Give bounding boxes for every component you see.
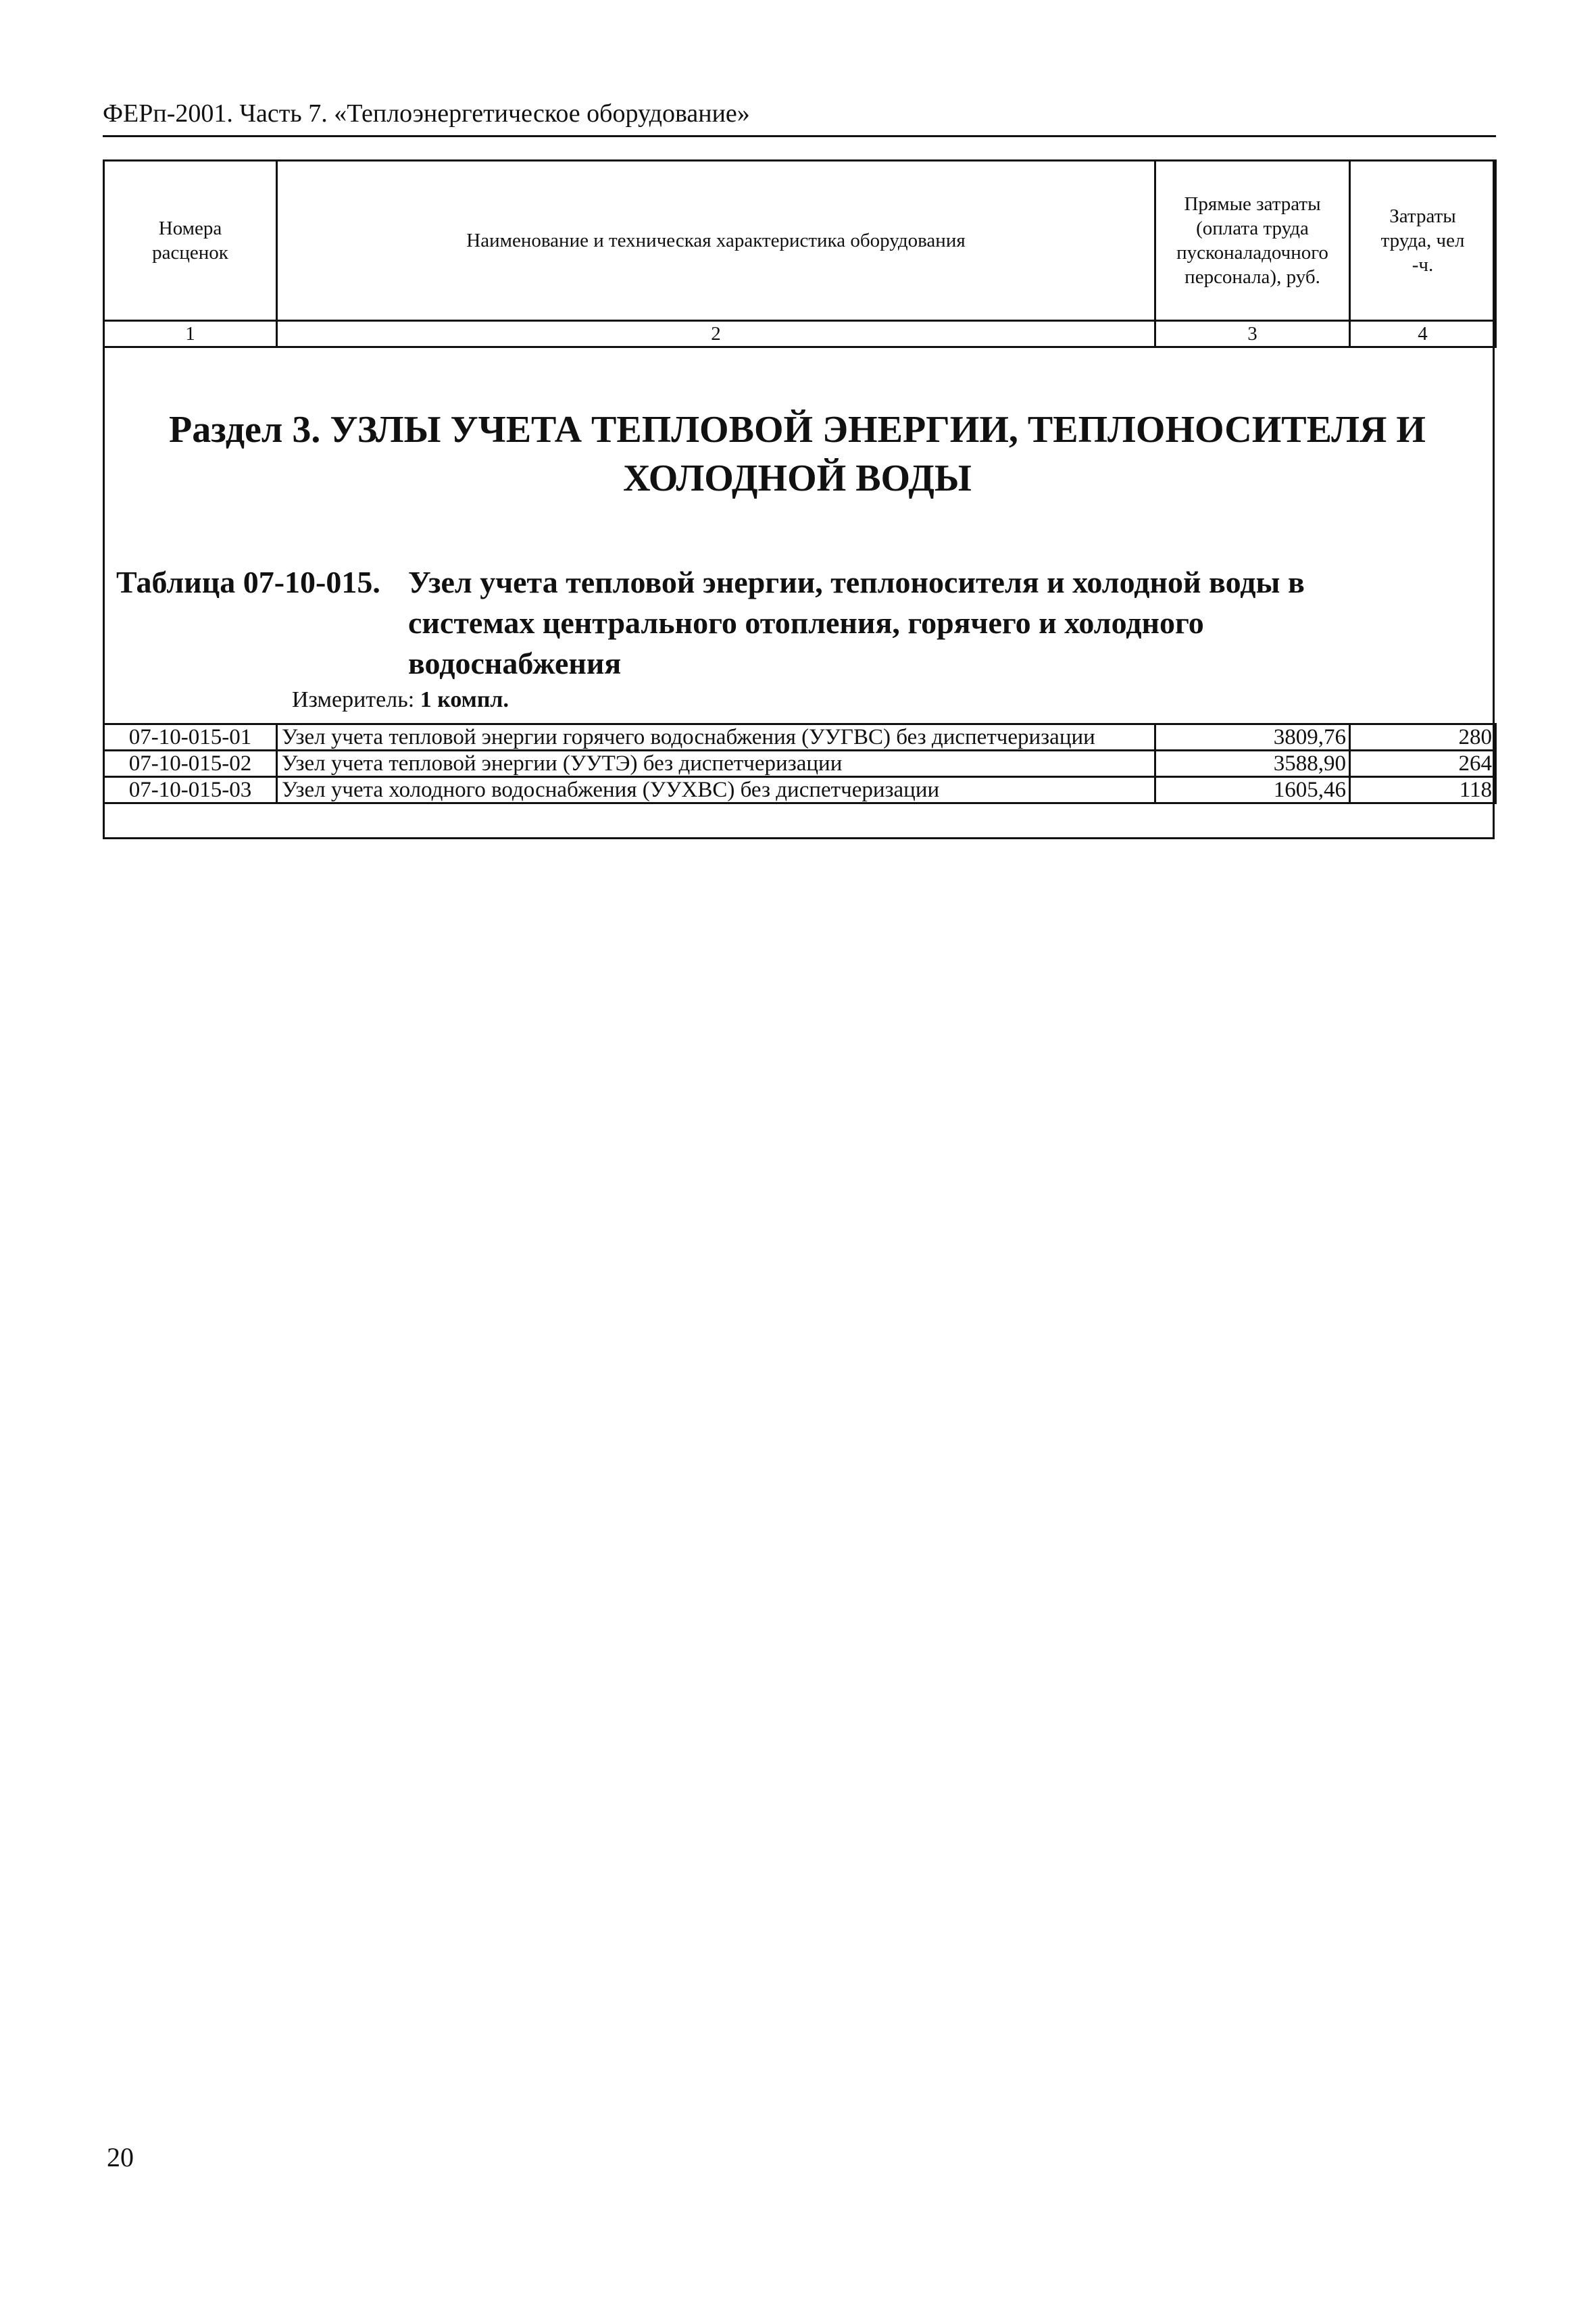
column-number-2: 2 (277, 321, 1155, 347)
rate-labor: 118 (1350, 777, 1496, 803)
rate-name: Узел учета тепловой энергии горячего водоснабжения (УУГВС) без диспетчеризации (277, 724, 1155, 751)
running-header: ФЕРп-2001. Часть 7. «Теплоэнергетическое оборудование» (103, 99, 750, 128)
column-number-3: 3 (1155, 321, 1350, 347)
table-title: Узел учета тепловой энергии, теплоносителя и холодной воды в системах центрального отопления, горячего и холодного водоснабжения (408, 565, 1305, 680)
column-number-1: 1 (104, 321, 277, 347)
rate-cost: 3809,76 (1155, 724, 1350, 751)
measure-value: 1 компл. (420, 687, 509, 712)
rate-code: 07-10-015-01 (104, 724, 277, 751)
column-header-name: Наименование и техническая характеристика оборудования (277, 161, 1155, 321)
column-header-table (103, 159, 1497, 348)
column-header-codes: Номера расценок (104, 161, 277, 321)
page-number: 20 (107, 2142, 134, 2172)
column-header-labor: Затраты труда, чел -ч. (1350, 161, 1496, 321)
table-row (104, 777, 1496, 803)
section-title: Раздел 3. УЗЛЫ УЧЕТА ТЕПЛОВОЙ ЭНЕРГИИ, ТЕПЛОНОСИТЕЛЯ И ХОЛОДНОЙ ВОДЫ (169, 409, 1426, 499)
column-number-row (104, 321, 1496, 347)
measure-unit (292, 685, 509, 715)
table-label: Таблица 07-10-015. (116, 565, 380, 599)
table-row (104, 724, 1496, 751)
rate-name: Узел учета холодного водоснабжения (УУХВС) без диспетчеризации (277, 777, 1155, 803)
rate-labor: 264 (1350, 751, 1496, 777)
measure-label: Измеритель: (292, 687, 415, 712)
rate-name: Узел учета тепловой энергии (УУТЭ) без диспетчеризации (277, 751, 1155, 777)
column-number-4: 4 (1350, 321, 1496, 347)
rate-cost: 1605,46 (1155, 777, 1350, 803)
header-rule (103, 135, 1496, 137)
column-header-cost: Прямые затраты (оплата труда пусконаладочного персонала), руб. (1155, 161, 1350, 321)
rate-code: 07-10-015-03 (104, 777, 277, 803)
rate-labor: 280 (1350, 724, 1496, 751)
table-row (104, 751, 1496, 777)
rate-cost: 3588,90 (1155, 751, 1350, 777)
column-header-row (104, 161, 1496, 321)
rate-code: 07-10-015-02 (104, 751, 277, 777)
rates-table (103, 723, 1497, 804)
